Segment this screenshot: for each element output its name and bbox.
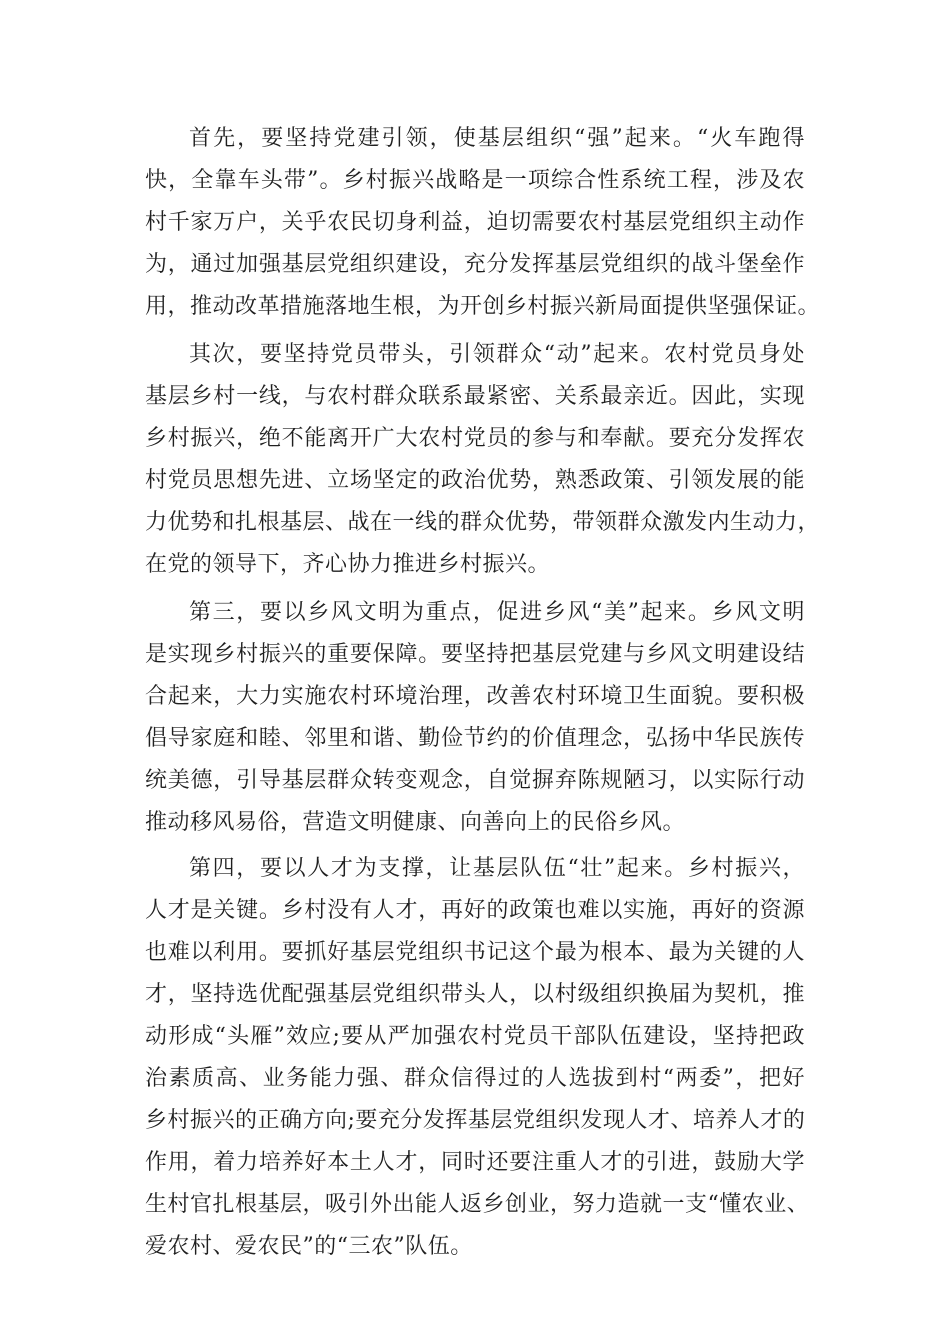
text-line: 也难以利用。要抓好基层党组织书记这个最为根本、最为关键的人 [145, 940, 805, 965]
text-line: 快，全靠车头带”。乡村振兴战略是一项综合性系统工程，涉及农 [145, 168, 805, 193]
text-line: 人才是关键。乡村没有人才，再好的政策也难以实施，再好的资源 [145, 898, 805, 923]
paragraph-talent-support [145, 848, 810, 1268]
text-line: 第三，要以乡风文明为重点，促进乡风“美”起来。乡风文明 [189, 600, 805, 625]
text-line: 基层乡村一线，与农村群众联系最紧密、关系最亲近。因此，实现 [145, 384, 805, 409]
text-line: 动形成“头雁”效应;要从严加强农村党员干部队伍建设，坚持把政 [145, 1024, 805, 1049]
text-line: 村千家万户，关乎农民切身利益，迫切需要农村基层党组织主动作 [145, 210, 805, 235]
text-line: 村党员思想先进、立场坚定的政治优势，熟悉政策、引领发展的能 [145, 468, 805, 493]
text-line: 第四，要以人才为支撑，让基层队伍“壮”起来。乡村振兴， [189, 856, 805, 881]
paragraph-party-members-lead [145, 334, 821, 586]
text-line: 治素质高、业务能力强、群众信得过的人选拔到村“两委”，把好 [145, 1066, 805, 1091]
text-line: 合起来，大力实施农村环境治理，改善农村环境卫生面貌。要积极 [145, 684, 805, 709]
text-line: 推动移风易俗，营造文明健康、向善向上的民俗乡风。 [145, 810, 686, 835]
text-line: 是实现乡村振兴的重要保障。要坚持把基层党建与乡风文明建设结 [145, 642, 805, 667]
text-line: 力优势和扎根基层、战在一线的群众优势，带领群众激发内生动力， [145, 510, 821, 535]
text-line: 作用，着力培养好本土人才，同时还要注重人才的引进，鼓励大学 [145, 1150, 805, 1175]
text-line: 用，推动改革措施落地生根，为开创乡村振兴新局面提供坚强保证。 [145, 294, 821, 319]
text-line: 其次，要坚持党员带头，引领群众“动”起来。农村党员身处 [189, 342, 805, 367]
paragraph-party-building-leadership [145, 118, 821, 328]
text-line: 爱农村、爱农民”的“三农”队伍。 [145, 1234, 473, 1259]
text-line: 为，通过加强基层党组织建设，充分发挥基层党组织的战斗堡垒作 [145, 252, 805, 277]
text-line: 才，坚持选优配强基层党组织带头人，以村级组织换届为契机，推 [145, 982, 805, 1007]
text-line: 倡导家庭和睦、邻里和谐、勤俭节约的价值理念，弘扬中华民族传 [145, 726, 805, 751]
text-line: 生村官扎根基层，吸引外出能人返乡创业，努力造就一支“懂农业、 [145, 1192, 810, 1217]
text-line: 在党的领导下，齐心协力推进乡村振兴。 [145, 552, 551, 577]
text-line: 乡村振兴，绝不能离开广大农村党员的参与和奉献。要充分发挥农 [145, 426, 805, 451]
text-line: 首先，要坚持党建引领，使基层组织“强”起来。“火车跑得 [189, 126, 805, 151]
text-line: 统美德，引导基层群众转变观念，自觉摒弃陈规陋习，以实际行动 [145, 768, 805, 793]
paragraph-rural-civilization [145, 592, 805, 844]
text-line: 乡村振兴的正确方向;要充分发挥基层党组织发现人才、培养人才的 [145, 1108, 806, 1133]
